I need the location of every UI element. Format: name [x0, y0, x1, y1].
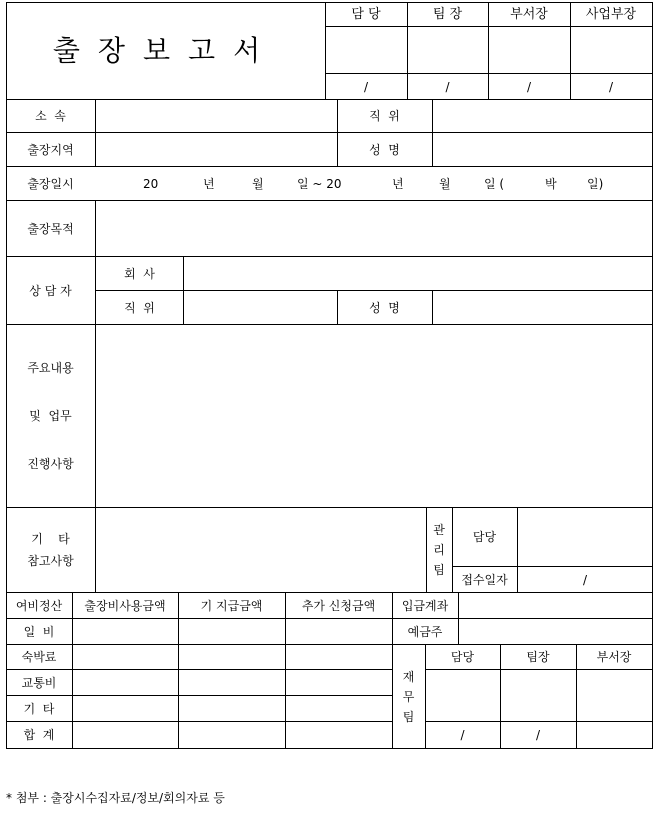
mgmt-team-label: [426, 508, 452, 592]
finance-header-dept-head: 부서장: [596, 650, 632, 664]
mgmt-receipt-label: 접수일자: [461, 572, 508, 587]
affiliation-label: 소 속: [35, 109, 66, 123]
expense-row-transport: 교통비: [21, 675, 57, 690]
contact-name-label: 성 명: [369, 300, 400, 315]
finance-team-char: 팀: [402, 709, 415, 724]
expense-header-used: 출장비사용금액: [84, 598, 166, 613]
finance-date-charge[interactable]: /: [460, 728, 465, 742]
name-field[interactable]: [433, 133, 652, 166]
deposit-account-label: 입금계좌: [401, 598, 449, 613]
contact-company-label: 회 사: [124, 266, 155, 281]
expense-header-settlement: 여비정산: [15, 598, 63, 613]
expense-cell[interactable]: [73, 619, 178, 644]
attachment-note: * 첨부 : 출장시수집자료/정보/회의자료 등: [6, 791, 225, 805]
finance-header-team-lead: 팀장: [526, 650, 550, 664]
date-part: 월: [439, 176, 451, 191]
expense-cell[interactable]: [286, 619, 392, 644]
contact-company-field[interactable]: [184, 257, 652, 290]
position-field[interactable]: [433, 100, 652, 132]
main-content-label-line: 주요내용: [27, 361, 74, 375]
mgmt-receipt-field[interactable]: /: [582, 572, 588, 587]
finance-date-team-lead[interactable]: /: [535, 728, 541, 742]
misc-label-line: 기 타: [31, 532, 70, 546]
region-label: 출장지역: [27, 142, 74, 157]
affiliation-field[interactable]: [96, 100, 337, 132]
date-part: 일 (: [484, 176, 505, 191]
expense-row-other: 기 타: [23, 701, 55, 716]
date-part: 년: [392, 176, 404, 191]
finance-sign-dept-head[interactable]: [577, 670, 652, 721]
expense-row-daily: 일 비: [23, 624, 55, 639]
approval-header-team-lead: 팀 장: [432, 6, 463, 22]
approval-sign-charge[interactable]: [326, 27, 407, 73]
purpose-label: 출장목적: [27, 221, 74, 236]
misc-field[interactable]: [96, 508, 426, 592]
approval-header-division-head: 사업부장: [585, 6, 637, 22]
purpose-field[interactable]: [96, 201, 652, 256]
main-content-label-line: 및 업무: [29, 409, 72, 423]
finance-header-charge: 담당: [450, 650, 475, 664]
region-field[interactable]: [96, 133, 337, 166]
expense-row-total: 합 계: [23, 728, 55, 742]
approval-date-division-head[interactable]: /: [608, 79, 614, 94]
finance-team-char: 재: [402, 669, 415, 684]
main-content-label-line: 진행사항: [27, 457, 74, 471]
main-content-label: [6, 325, 95, 507]
mgmt-team-char: 팀: [433, 563, 445, 577]
line: [652, 2, 653, 749]
expense-header-additional: 추가 신청금액: [301, 598, 376, 613]
mgmt-team-char: 리: [433, 543, 445, 557]
finance-team-char: 무: [402, 689, 415, 704]
finance-sign-charge[interactable]: [426, 670, 500, 721]
date-field[interactable]: [95, 167, 652, 200]
approval-date-charge[interactable]: /: [363, 79, 369, 94]
contact-label: 상 담 자: [29, 283, 72, 298]
finance-date-dept-head[interactable]: [576, 722, 652, 748]
expense-row-lodging: 숙박료: [21, 650, 57, 664]
mgmt-team-char: 관: [433, 523, 445, 537]
misc-label-line: 참고사항: [27, 554, 74, 568]
finance-sign-team-lead[interactable]: [501, 670, 576, 721]
approval-sign-division-head[interactable]: [571, 27, 652, 73]
main-content-field[interactable]: [96, 325, 652, 507]
line: [6, 748, 653, 749]
mgmt-charge-sign[interactable]: [518, 508, 652, 566]
date-part: 년: [203, 176, 215, 191]
depositor-field[interactable]: [459, 619, 652, 644]
date-part: 일): [587, 176, 604, 191]
document-title: 출장보고서: [52, 33, 279, 67]
contact-position-field[interactable]: [184, 291, 337, 324]
approval-date-team-lead[interactable]: /: [445, 79, 450, 94]
expense-header-paid: 기 지급금액: [200, 598, 263, 613]
approval-sign-team-lead[interactable]: [408, 27, 488, 73]
approval-header-charge: 담 당: [351, 6, 381, 22]
approval-header-dept-head: 부서장: [510, 6, 548, 22]
name-label: 성 명: [369, 142, 400, 157]
contact-position-label: 직 위: [124, 300, 155, 315]
misc-label: [6, 508, 95, 592]
contact-name-field[interactable]: [433, 291, 652, 324]
date-part: 20: [143, 176, 159, 191]
date-part: 박: [545, 176, 557, 191]
date-label: 출장일시: [27, 176, 74, 191]
date-part: 월: [252, 176, 264, 191]
deposit-account-field[interactable]: [459, 593, 652, 618]
mgmt-charge-label: 담당: [472, 530, 497, 544]
depositor-label: 예금주: [407, 624, 443, 639]
finance-team-label: [392, 645, 425, 748]
expense-cell[interactable]: [179, 619, 285, 644]
approval-sign-dept-head[interactable]: [489, 27, 570, 73]
position-label: 직 위: [369, 109, 400, 123]
approval-date-dept-head[interactable]: /: [526, 79, 532, 94]
date-part: 일 ~ 20: [297, 176, 342, 191]
